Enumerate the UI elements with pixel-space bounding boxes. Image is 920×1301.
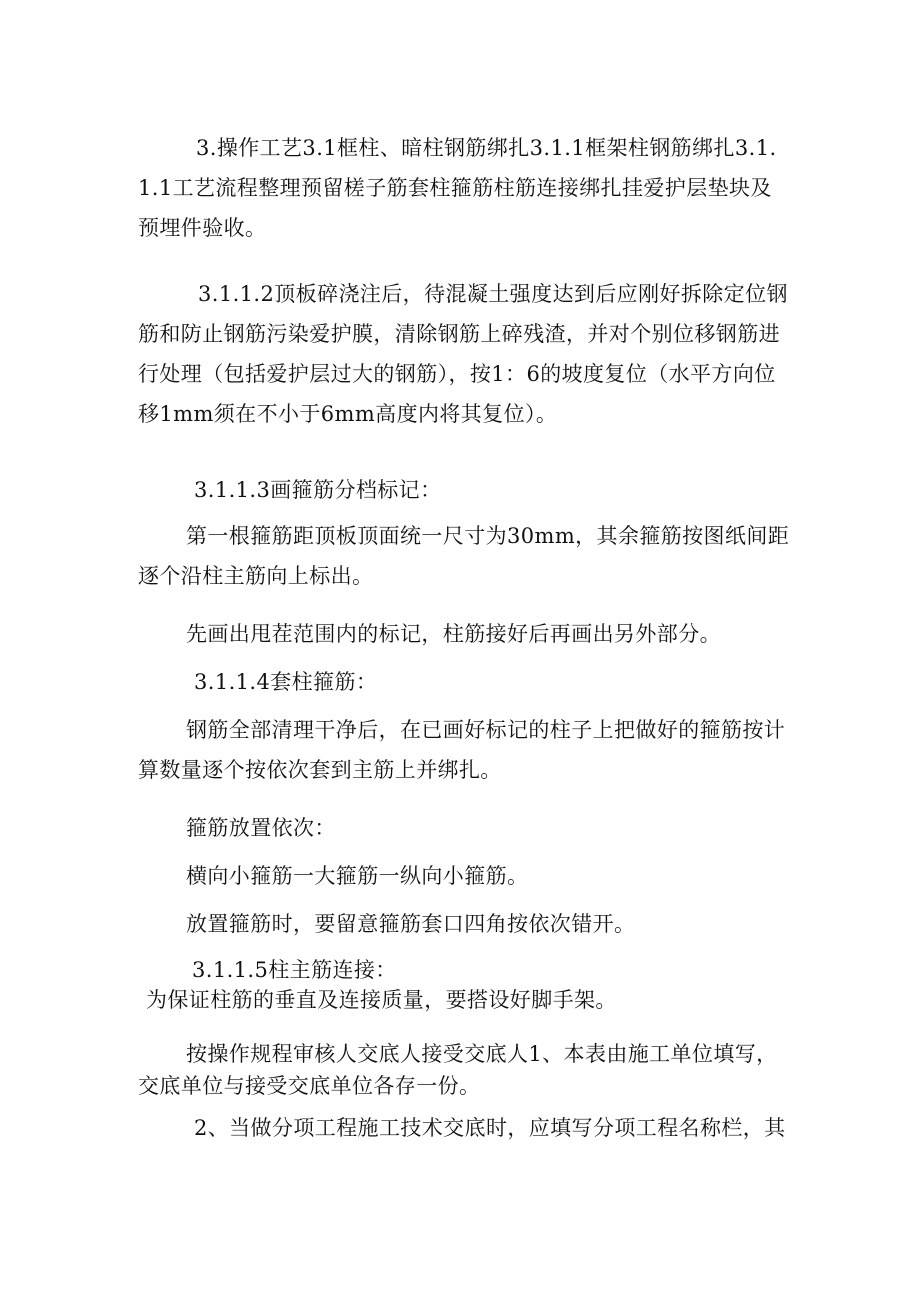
- paragraph-3-1-1-2: 3.1.1.2顶板碎浇注后，待混凝土强度达到后应刚好拆除定位钢筋和防止钢筋污染爱护膜，清除钢筋上碎残渣，并对个别位移钢筋进行处理（包括爱护层过大的钢筋），按1：6的坡度复位（水平方向位移1mm须在不小于6mm高度内将其复位）。: [138, 282, 788, 426]
- paragraph-3-1-1-5-heading: 3.1.1.5柱主筋连接：: [192, 958, 397, 982]
- paragraph-first-stirrup: 第一根箍筋距顶板顶面统一尺寸为30mm，其余箍筋按图纸间距逐个沿柱主筋向上标出。: [138, 524, 790, 588]
- paragraph-clean-rebar: 钢筋全部清理干净后，在已画好标记的柱子上把做好的箍筋按计算数量逐个按依次套到主筋上并绑扎。: [138, 718, 786, 782]
- paragraph-scaffold: 为保证柱筋的垂直及连接质量，要搭设好脚手架。: [146, 988, 617, 1012]
- paragraph-mark-range: 先画出甩茬范围内的标记，柱筋接好后再画出另外部分。: [186, 622, 721, 646]
- paragraph-review-handover: 按操作规程审核人交底人接受交底人1、本表由施工单位填写，交底单位与接受交底单位各存一份。: [138, 1042, 778, 1098]
- paragraph-3-1-1-4-heading: 3.1.1.4套柱箍筋：: [194, 670, 378, 694]
- paragraph-operation-process: 3.操作工艺3.1框柱、暗柱钢筋绑扎3.1.1框架柱钢筋绑扎3.1.1.1工艺流程整理预留槎子筋套柱箍筋柱筋连接绑扎挂爱护层垫块及预埋件验收。: [138, 136, 777, 240]
- paragraph-3-1-1-3-heading: 3.1.1.3画箍筋分档标记：: [194, 478, 442, 502]
- paragraph-subitem-handover: 2、当做分项工程施工技术交底时，应填写分项工程名称栏，其: [194, 1116, 786, 1140]
- paragraph-stirrup-placement: 放置箍筋时，要留意箍筋套口四角按依次错开。: [186, 912, 636, 936]
- paragraph-stirrup-order-heading: 箍筋放置依次：: [186, 816, 336, 840]
- paragraph-stirrup-order: 横向小箍筋一大箍筋一纵向小箍筋。: [186, 864, 529, 888]
